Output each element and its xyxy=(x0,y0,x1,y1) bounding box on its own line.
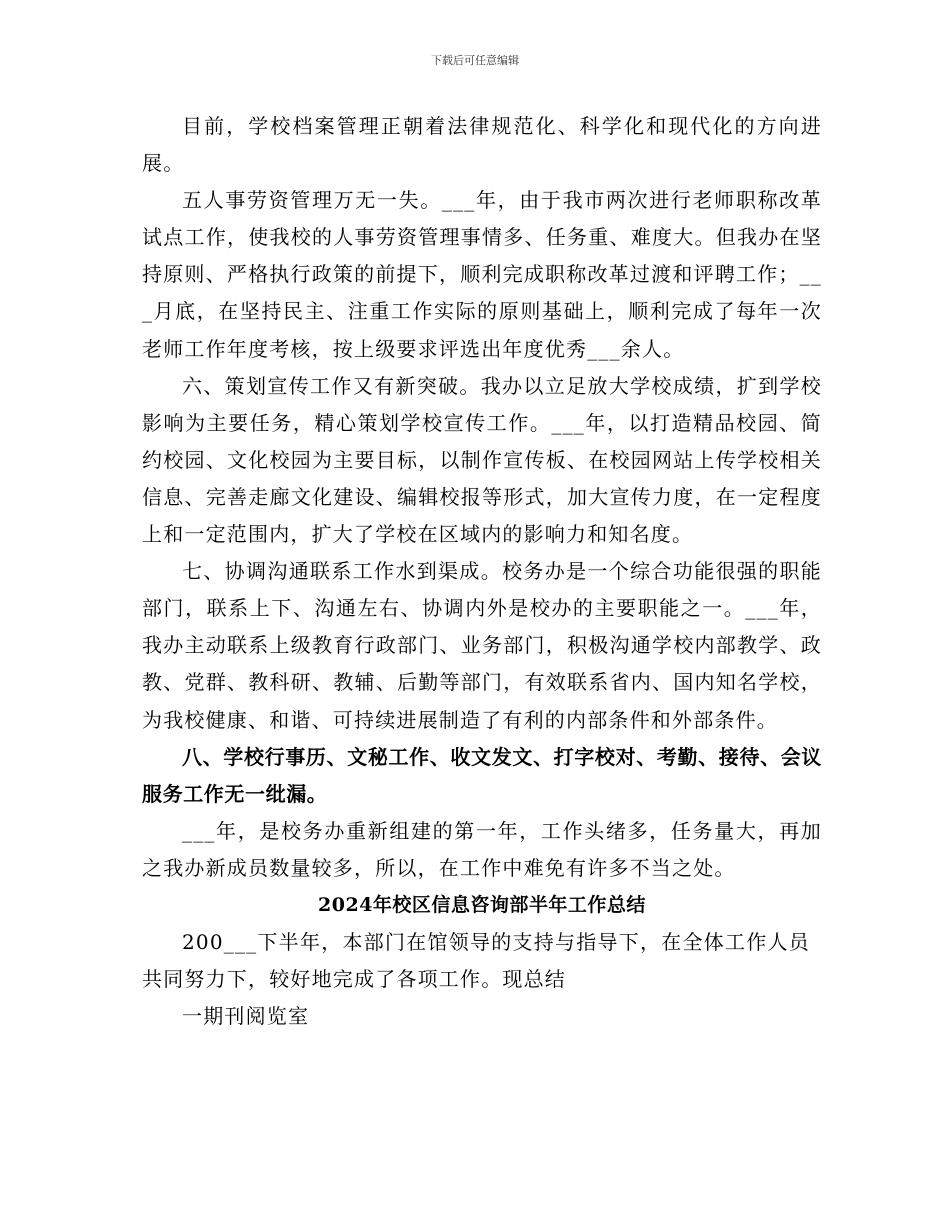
page-header: 下载后可任意编辑 xyxy=(431,54,519,67)
paragraph-office-services: 八、学校行事历、文秘工作、收文发文、打字校对、考勤、接待、会议服务工作无一纰漏。 xyxy=(142,744,822,806)
paragraph-coordination: 七、协调沟通联系工作水到渠成。校务办是一个综合功能很强的职能部门，联系上下、沟通左右、协调内外是校办的主要职能之一。___年，我办主动联系上级教育行政部门、业务部门，积极沟通学校内部教学、政教、党群、教科研、教辅、后勤等部门，有效联系省内、国内知名学校，为我校健康、和谐、可持续进展制造了有利的内部条件和外部条件。 xyxy=(142,559,822,732)
paragraph-intro: 200___下半年，本部门在馆领导的支持与指导下，在全体工作人员共同努力下，较好地完成了各项工作。现总结 xyxy=(142,930,810,992)
document-body xyxy=(142,108,822,1035)
paragraph-summary: ___年，是校务办重新组建的第一年，工作头绪多，任务量大，再加之我办新成员数量较多，所以，在工作中难免有许多不当之处。 xyxy=(142,818,822,880)
paragraph-personnel: 五人事劳资管理万无一失。___年，由于我市两次进行老师职称改革试点工作，使我校的人事劳资管理事情多、任务重、难度大。但我办在坚持原则、严格执行政策的前提下，顺利完成职称改革过渡和评聘工作；___月底，在坚持民主、注重工作实际的原则基础上，顺利完成了每年一次老师工作年度考核，按上级要求评选出年度优秀___余人。 xyxy=(142,188,822,361)
section-title: 2024年校区信息咨询部半年工作总结 xyxy=(318,893,646,916)
paragraph-archives: 目前，学校档案管理正朝着法律规范化、科学化和现代化的方向进展。 xyxy=(142,114,822,176)
paragraph-publicity: 六、策划宣传工作又有新突破。我办以立足放大学校成绩，扩到学校影响为主要任务，精心策划学校宣传工作。___年，以打造精品校园、简约校园、文化校园为主要目标，以制作宣传板、在校园网站上传学校相关信息、完善走廊文化建设、编辑校报等形式，加大宣传力度，在一定程度上和一定范围内，扩大了学校在区域内的影响力和知名度。 xyxy=(142,373,822,547)
paragraph-periodical-room: 一期刊阅览室 xyxy=(182,1004,310,1029)
